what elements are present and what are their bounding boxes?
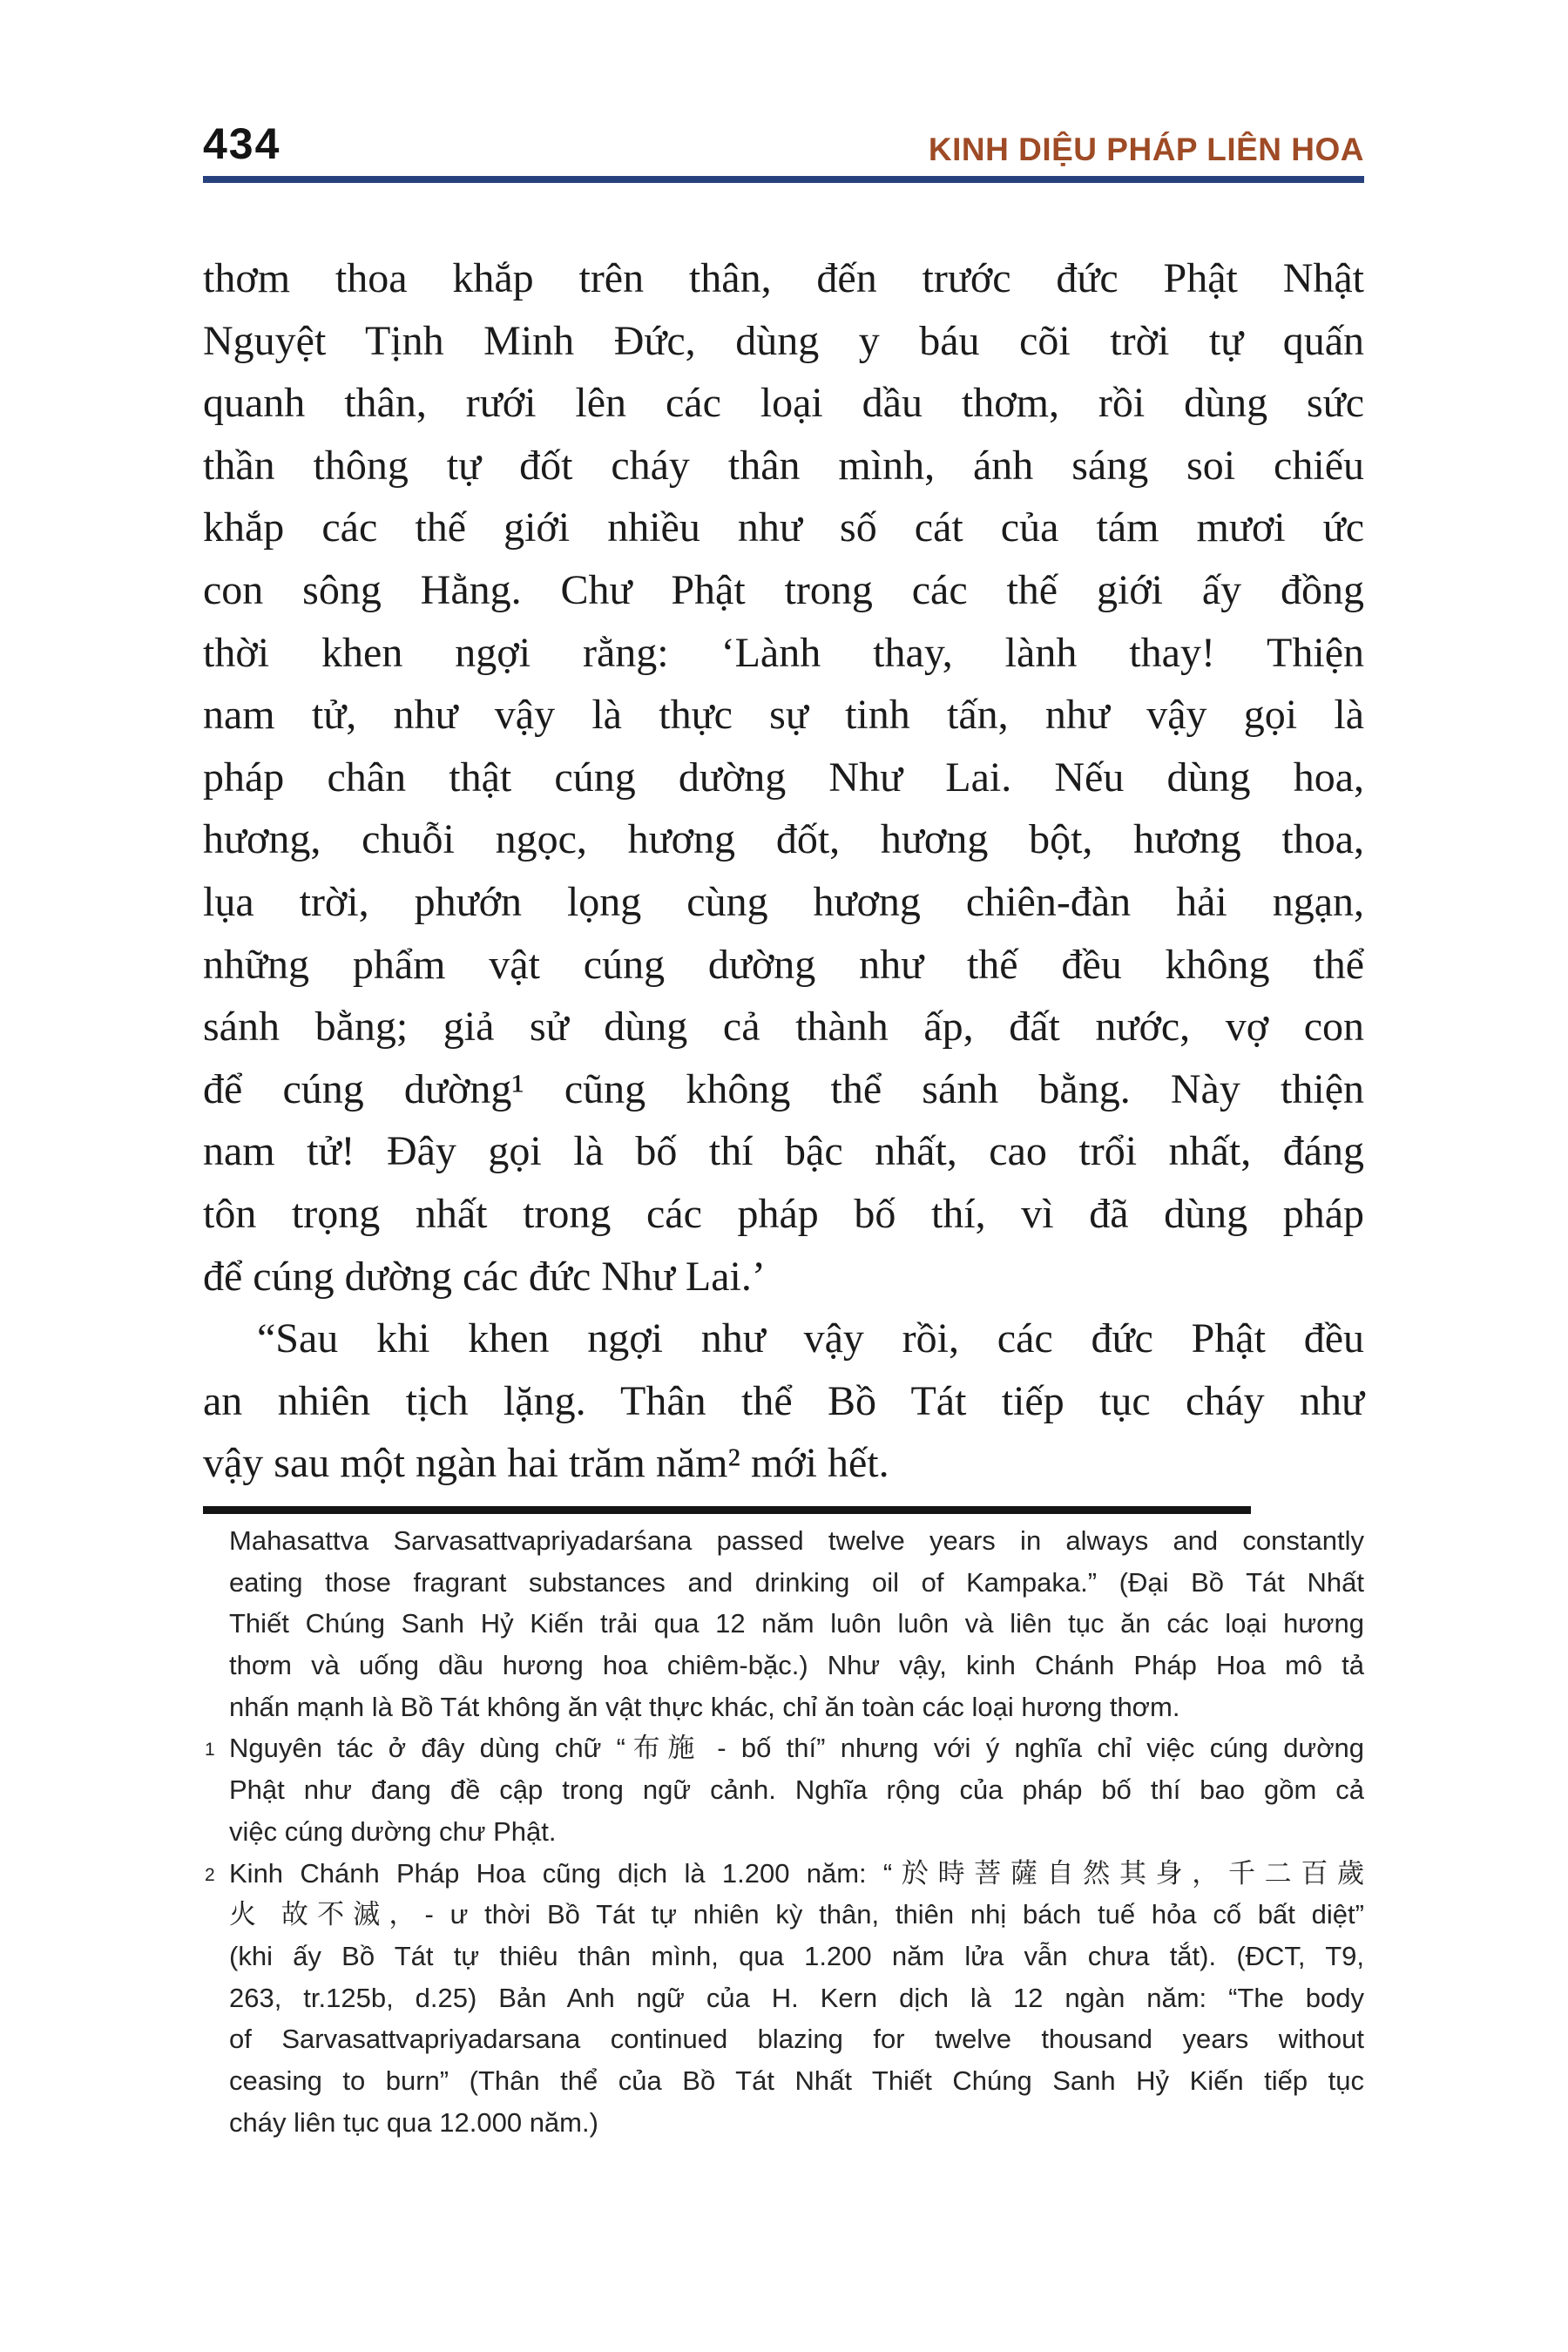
page-header (203, 119, 1364, 168)
footnote-line: thơm và uống dầu hương hoa chiêm-bặc.) Như vậy, kinh Chánh Pháp Hoa mô tả (229, 1649, 1364, 1680)
running-title: KINH DIỆU PHÁP LIÊN HOA (928, 132, 1364, 167)
body-line: khắp các thế giới nhiều như số cát của tám mươi ức (203, 504, 1364, 551)
footnote-line: 263, tr.125b, d.25) Bản Anh ngữ của H. Kern dịch là 12 ngàn năm: “The body (229, 1982, 1364, 2013)
footnote-marker: 1 (205, 1740, 215, 1761)
footnote-line: Kinh Chánh Pháp Hoa cũng dịch là 1.200 năm: “於時菩薩自然其身，千二百歲 (229, 1857, 1364, 1889)
footnote-line: Nguyên tác ở đây dùng chữ “布施 - bố thí” nhưng với ý nghĩa chỉ việc cúng dường (229, 1733, 1364, 1764)
body-line: thời khen ngợi rằng: ‘Lành thay, lành thay! Thiện (203, 629, 1364, 676)
page-content (203, 0, 1364, 2143)
footnote-line: Phật như đang đề cập trong ngữ cảnh. Nghĩa rộng của pháp bố thí bao gồm cả (229, 1774, 1364, 1806)
body-line: quanh thân, rưới lên các loại dầu thơm, rồi dùng sức (203, 380, 1364, 427)
footnote-item (203, 1520, 1364, 1728)
body-line: con sông Hằng. Chư Phật trong các thế giới ấy đồng (203, 566, 1364, 613)
body-line: vậy sau một ngàn hai trăm năm² mới hết. (203, 1440, 889, 1487)
footnote-line: nhấn mạnh là Bồ Tát không ăn vật thực khác, chỉ ăn toàn các loại hương thơm. (229, 1691, 1180, 1722)
body-line: thơm thoa khắp trên thân, đến trước đức Phật Nhật (203, 255, 1364, 301)
body-line: thần thông tự đốt cháy thân mình, ánh sáng soi chiếu (203, 442, 1364, 489)
body-text (203, 247, 1364, 1495)
body-line: những phẩm vật cúng dường như thế đều không thể (203, 941, 1364, 988)
footnote-item (203, 1853, 1364, 2144)
body-line: nam tử! Đây gọi là bố thí bậc nhất, cao trổi nhất, đáng (203, 1128, 1364, 1175)
body-line: an nhiên tịch lặng. Thân thể Bồ Tát tiếp tục cháy như (203, 1377, 1364, 1424)
body-line: để cúng dường¹ cũng không thể sánh bằng. Này thiện (203, 1065, 1364, 1112)
body-line: hương, chuỗi ngọc, hương đốt, hương bột, hương thoa, (203, 816, 1364, 863)
footnote-line: việc cúng dường chư Phật. (229, 1815, 557, 1847)
body-line: để cúng dường các đức Như Lai.’ (203, 1253, 766, 1300)
body-line: Nguyệt Tịnh Minh Đức, dùng y báu cõi trời tự quấn (203, 317, 1364, 364)
body-line: pháp chân thật cúng dường Như Lai. Nếu dùng hoa, (203, 754, 1364, 801)
footnotes-list (203, 1520, 1364, 2144)
footnote-line: ceasing to burn” (Thân thể của Bồ Tát Nhất Thiết Chúng Sanh Hỷ Kiến tiếp tục (229, 2065, 1364, 2097)
footnote-line: 火 故不滅，- ư thời Bồ Tát tự nhiên kỳ thân, thiên nhị bách tuế hỏa cố bất diệt” (229, 1899, 1364, 1930)
footnote-line: eating those fragrant substances and drinking oil of Kampaka.” (Đại Bồ Tát Nhất (229, 1566, 1364, 1598)
footnote-separator (203, 1506, 1251, 1514)
footnote-line: cháy liên tục qua 12.000 năm.) (229, 2106, 598, 2138)
body-line: sánh bằng; giả sử dùng cả thành ấp, đất nước, vợ con (203, 1004, 1364, 1051)
body-line: nam tử, như vậy là thực sự tinh tấn, như vậy gọi là (203, 692, 1364, 739)
footnote-marker: 2 (205, 1864, 215, 1885)
body-line: lụa trời, phướn lọng cùng hương chiên-đàn hải ngạn, (203, 878, 1364, 925)
body-line: “Sau khi khen ngợi như vậy rồi, các đức Phật đều (257, 1315, 1364, 1362)
footnote-line: Thiết Chúng Sanh Hỷ Kiến trải qua 12 năm luôn luôn và liên tục ăn các loại hương (229, 1608, 1364, 1639)
footnote-line: Mahasattva Sarvasattvapriyadarśana passed twelve years in always and constantly (229, 1524, 1364, 1556)
header-rule (203, 176, 1364, 183)
footnote-line: of Sarvasattvapriyadarsana continued blazing for twelve thousand years without (229, 2024, 1364, 2055)
body-line: tôn trọng nhất trong các pháp bố thí, vì đã dùng pháp (203, 1190, 1364, 1237)
footnote-line: (khi ấy Bồ Tát tự thiêu thân mình, qua 1.200 năm lửa vẫn chưa tắt). (ĐCT, T9, (229, 1940, 1364, 1971)
footnote-item (203, 1727, 1364, 1852)
page-number: 434 (203, 119, 281, 168)
